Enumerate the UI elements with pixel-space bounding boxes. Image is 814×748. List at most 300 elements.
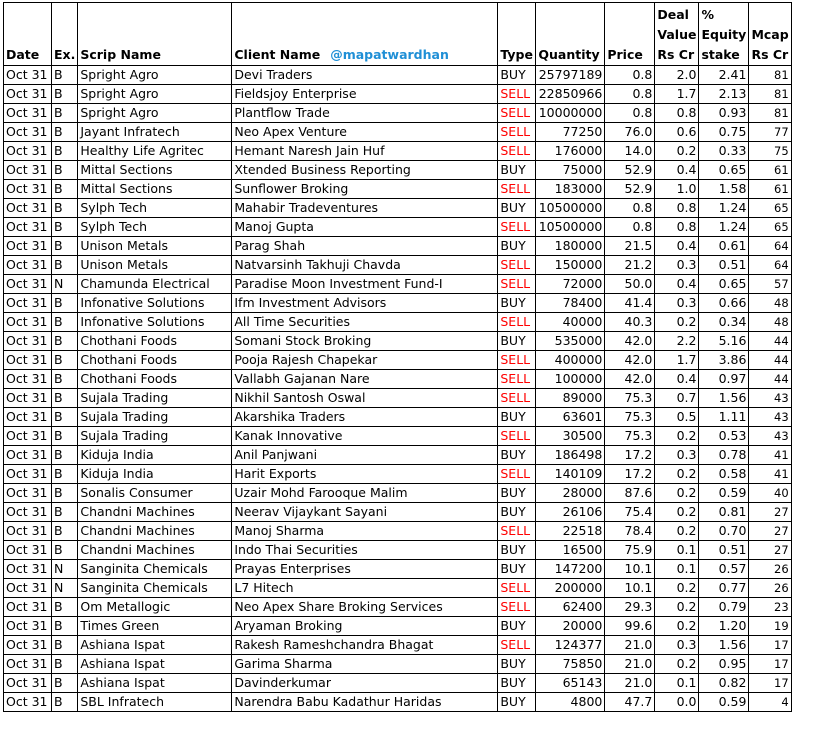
price-cell: 21.5 bbox=[605, 237, 655, 256]
equity-cell: 0.77 bbox=[699, 579, 749, 598]
equity-cell: 0.97 bbox=[699, 370, 749, 389]
quantity-cell: 22518 bbox=[536, 522, 605, 541]
table-row bbox=[4, 275, 792, 294]
deal-value-cell: 0.1 bbox=[655, 560, 699, 579]
scrip-cell: Unison Metals bbox=[78, 237, 232, 256]
quantity-cell: 78400 bbox=[536, 294, 605, 313]
scrip-cell: Chothani Foods bbox=[78, 370, 232, 389]
exchange-cell: B bbox=[52, 427, 78, 446]
client-cell: Garima Sharma bbox=[232, 655, 498, 674]
scrip-cell: Mittal Sections bbox=[78, 161, 232, 180]
table-row bbox=[4, 104, 792, 123]
client-cell: Nikhil Santosh Oswal bbox=[232, 389, 498, 408]
equity-cell: 1.56 bbox=[699, 636, 749, 655]
mcap-cell: 61 bbox=[749, 161, 791, 180]
equity-cell: 1.56 bbox=[699, 389, 749, 408]
price-cell: 21.0 bbox=[605, 636, 655, 655]
equity-line-3: stake bbox=[701, 47, 740, 62]
deal-value-cell: 0.1 bbox=[655, 674, 699, 693]
table-row bbox=[4, 294, 792, 313]
price-cell: 75.3 bbox=[605, 427, 655, 446]
client-cell: Akarshika Traders bbox=[232, 408, 498, 427]
table-row bbox=[4, 161, 792, 180]
type-cell: SELL bbox=[498, 123, 536, 142]
mcap-cell: 41 bbox=[749, 465, 791, 484]
scrip-cell: Sujala Trading bbox=[78, 389, 232, 408]
type-cell: BUY bbox=[498, 446, 536, 465]
table-row bbox=[4, 427, 792, 446]
exchange-cell: B bbox=[52, 389, 78, 408]
date-cell: Oct 31 bbox=[4, 560, 52, 579]
client-cell: Hemant Naresh Jain Huf bbox=[232, 142, 498, 161]
deal-value-cell: 0.2 bbox=[655, 617, 699, 636]
quantity-cell: 40000 bbox=[536, 313, 605, 332]
client-cell: Aryaman Broking bbox=[232, 617, 498, 636]
date-cell: Oct 31 bbox=[4, 370, 52, 389]
scrip-cell: Sujala Trading bbox=[78, 408, 232, 427]
deal-value-cell: 2.0 bbox=[655, 66, 699, 85]
deal-value-cell: 0.2 bbox=[655, 579, 699, 598]
client-cell: Ifm Investment Advisors bbox=[232, 294, 498, 313]
table-row bbox=[4, 408, 792, 427]
scrip-cell: Chothani Foods bbox=[78, 351, 232, 370]
type-cell: SELL bbox=[498, 256, 536, 275]
table-row bbox=[4, 636, 792, 655]
type-cell: BUY bbox=[498, 161, 536, 180]
deal-value-cell: 0.2 bbox=[655, 142, 699, 161]
exchange-cell: N bbox=[52, 275, 78, 294]
quantity-cell: 147200 bbox=[536, 560, 605, 579]
price-cell: 42.0 bbox=[605, 332, 655, 351]
deal-value-cell: 0.5 bbox=[655, 408, 699, 427]
type-cell: SELL bbox=[498, 389, 536, 408]
deal-value-cell: 0.7 bbox=[655, 389, 699, 408]
scrip-cell: Spright Agro bbox=[78, 85, 232, 104]
bulk-deals-table bbox=[3, 2, 792, 712]
table-row bbox=[4, 199, 792, 218]
exchange-cell: B bbox=[52, 161, 78, 180]
deal-value-line-2: Value bbox=[657, 27, 697, 42]
client-cell: Harit Exports bbox=[232, 465, 498, 484]
price-cell: 14.0 bbox=[605, 142, 655, 161]
table-row bbox=[4, 560, 792, 579]
exchange-cell: B bbox=[52, 408, 78, 427]
scrip-cell: Healthy Life Agritec bbox=[78, 142, 232, 161]
exchange-cell: B bbox=[52, 484, 78, 503]
mcap-cell: 57 bbox=[749, 275, 791, 294]
type-cell: BUY bbox=[498, 674, 536, 693]
scrip-cell: Infonative Solutions bbox=[78, 313, 232, 332]
equity-cell: 2.13 bbox=[699, 85, 749, 104]
price-cell: 17.2 bbox=[605, 446, 655, 465]
header-client-name bbox=[232, 3, 498, 66]
quantity-cell: 30500 bbox=[536, 427, 605, 446]
deal-value-cell: 0.2 bbox=[655, 465, 699, 484]
mcap-cell: 26 bbox=[749, 560, 791, 579]
client-cell: Mahabir Tradeventures bbox=[232, 199, 498, 218]
client-cell: Parag Shah bbox=[232, 237, 498, 256]
date-cell: Oct 31 bbox=[4, 636, 52, 655]
client-cell: All Time Securities bbox=[232, 313, 498, 332]
exchange-cell: B bbox=[52, 674, 78, 693]
mcap-cell: 44 bbox=[749, 332, 791, 351]
date-cell: Oct 31 bbox=[4, 104, 52, 123]
equity-cell: 0.82 bbox=[699, 674, 749, 693]
equity-line-1: % bbox=[701, 7, 714, 22]
client-cell: Vallabh Gajanan Nare bbox=[232, 370, 498, 389]
exchange-cell: B bbox=[52, 237, 78, 256]
deal-value-cell: 0.2 bbox=[655, 522, 699, 541]
equity-cell: 0.53 bbox=[699, 427, 749, 446]
date-cell: Oct 31 bbox=[4, 655, 52, 674]
price-cell: 47.7 bbox=[605, 693, 655, 712]
mcap-cell: 27 bbox=[749, 541, 791, 560]
scrip-cell: Sanginita Chemicals bbox=[78, 579, 232, 598]
price-cell: 10.1 bbox=[605, 579, 655, 598]
price-cell: 41.4 bbox=[605, 294, 655, 313]
header-date: Date bbox=[4, 3, 52, 66]
price-cell: 0.8 bbox=[605, 199, 655, 218]
price-cell: 75.4 bbox=[605, 503, 655, 522]
header-row bbox=[4, 3, 792, 66]
scrip-cell: Unison Metals bbox=[78, 256, 232, 275]
mcap-cell: 40 bbox=[749, 484, 791, 503]
mcap-cell: 17 bbox=[749, 674, 791, 693]
scrip-cell: Sujala Trading bbox=[78, 427, 232, 446]
client-cell: Neo Apex Share Broking Services bbox=[232, 598, 498, 617]
quantity-cell: 4800 bbox=[536, 693, 605, 712]
quantity-cell: 63601 bbox=[536, 408, 605, 427]
mcap-line-2: Rs Cr bbox=[751, 47, 789, 62]
type-cell: SELL bbox=[498, 427, 536, 446]
mcap-cell: 75 bbox=[749, 142, 791, 161]
quantity-cell: 16500 bbox=[536, 541, 605, 560]
equity-cell: 3.86 bbox=[699, 351, 749, 370]
mcap-cell: 26 bbox=[749, 579, 791, 598]
equity-cell: 1.20 bbox=[699, 617, 749, 636]
type-cell: BUY bbox=[498, 693, 536, 712]
equity-cell: 0.59 bbox=[699, 484, 749, 503]
quantity-cell: 186498 bbox=[536, 446, 605, 465]
quantity-cell: 89000 bbox=[536, 389, 605, 408]
quantity-cell: 28000 bbox=[536, 484, 605, 503]
price-cell: 76.0 bbox=[605, 123, 655, 142]
date-cell: Oct 31 bbox=[4, 294, 52, 313]
deal-value-cell: 1.7 bbox=[655, 351, 699, 370]
client-name-label: Client Name bbox=[234, 47, 321, 62]
scrip-cell: Kiduja India bbox=[78, 465, 232, 484]
table-row bbox=[4, 541, 792, 560]
deal-value-cell: 0.2 bbox=[655, 655, 699, 674]
mcap-cell: 61 bbox=[749, 180, 791, 199]
scrip-cell: Chandni Machines bbox=[78, 541, 232, 560]
quantity-cell: 10500000 bbox=[536, 218, 605, 237]
date-cell: Oct 31 bbox=[4, 161, 52, 180]
mcap-line-1: Mcap bbox=[751, 27, 789, 42]
table-row bbox=[4, 66, 792, 85]
mcap-cell: 64 bbox=[749, 237, 791, 256]
deal-rows bbox=[4, 66, 792, 712]
table-row bbox=[4, 503, 792, 522]
price-cell: 21.2 bbox=[605, 256, 655, 275]
client-cell: Uzair Mohd Farooque Malim bbox=[232, 484, 498, 503]
table-row bbox=[4, 617, 792, 636]
exchange-cell: B bbox=[52, 522, 78, 541]
exchange-cell: B bbox=[52, 541, 78, 560]
type-cell: SELL bbox=[498, 85, 536, 104]
deal-value-cell: 0.2 bbox=[655, 313, 699, 332]
scrip-cell: Infonative Solutions bbox=[78, 294, 232, 313]
date-cell: Oct 31 bbox=[4, 579, 52, 598]
equity-cell: 0.61 bbox=[699, 237, 749, 256]
equity-cell: 2.41 bbox=[699, 66, 749, 85]
price-cell: 75.3 bbox=[605, 389, 655, 408]
type-cell: SELL bbox=[498, 636, 536, 655]
header-exchange: Ex. bbox=[52, 3, 78, 66]
table-row bbox=[4, 484, 792, 503]
quantity-cell: 65143 bbox=[536, 674, 605, 693]
price-cell: 29.3 bbox=[605, 598, 655, 617]
mcap-cell: 81 bbox=[749, 104, 791, 123]
deal-value-cell: 0.2 bbox=[655, 503, 699, 522]
client-cell: Manoj Gupta bbox=[232, 218, 498, 237]
equity-cell: 0.65 bbox=[699, 161, 749, 180]
price-cell: 99.6 bbox=[605, 617, 655, 636]
type-cell: SELL bbox=[498, 370, 536, 389]
table-row bbox=[4, 693, 792, 712]
exchange-cell: B bbox=[52, 85, 78, 104]
exchange-cell: B bbox=[52, 104, 78, 123]
client-cell: L7 Hitech bbox=[232, 579, 498, 598]
scrip-cell: Jayant Infratech bbox=[78, 123, 232, 142]
client-cell: Anil Panjwani bbox=[232, 446, 498, 465]
table-row bbox=[4, 180, 792, 199]
exchange-cell: B bbox=[52, 123, 78, 142]
type-cell: BUY bbox=[498, 237, 536, 256]
price-cell: 52.9 bbox=[605, 180, 655, 199]
table-row bbox=[4, 370, 792, 389]
type-cell: BUY bbox=[498, 541, 536, 560]
header-deal-value bbox=[655, 3, 699, 66]
mcap-cell: 17 bbox=[749, 655, 791, 674]
deal-value-cell: 2.2 bbox=[655, 332, 699, 351]
type-cell: SELL bbox=[498, 313, 536, 332]
exchange-cell: B bbox=[52, 218, 78, 237]
price-cell: 75.9 bbox=[605, 541, 655, 560]
quantity-cell: 176000 bbox=[536, 142, 605, 161]
date-cell: Oct 31 bbox=[4, 218, 52, 237]
exchange-cell: B bbox=[52, 446, 78, 465]
scrip-cell: Chandni Machines bbox=[78, 503, 232, 522]
quantity-cell: 75850 bbox=[536, 655, 605, 674]
deal-value-cell: 0.3 bbox=[655, 636, 699, 655]
scrip-cell: SBL Infratech bbox=[78, 693, 232, 712]
mcap-cell: 27 bbox=[749, 522, 791, 541]
exchange-cell: B bbox=[52, 617, 78, 636]
price-cell: 87.6 bbox=[605, 484, 655, 503]
deal-value-line-1: Deal bbox=[657, 7, 689, 22]
price-cell: 78.4 bbox=[605, 522, 655, 541]
deal-value-cell: 0.1 bbox=[655, 541, 699, 560]
type-cell: SELL bbox=[498, 522, 536, 541]
client-cell: Pooja Rajesh Chapekar bbox=[232, 351, 498, 370]
exchange-cell: B bbox=[52, 142, 78, 161]
date-cell: Oct 31 bbox=[4, 85, 52, 104]
scrip-cell: Chamunda Electrical bbox=[78, 275, 232, 294]
type-cell: SELL bbox=[498, 598, 536, 617]
table-row bbox=[4, 256, 792, 275]
equity-cell: 1.58 bbox=[699, 180, 749, 199]
deal-value-cell: 0.0 bbox=[655, 693, 699, 712]
table-row bbox=[4, 389, 792, 408]
equity-cell: 0.65 bbox=[699, 275, 749, 294]
mcap-cell: 65 bbox=[749, 199, 791, 218]
deal-value-cell: 0.4 bbox=[655, 370, 699, 389]
price-cell: 75.3 bbox=[605, 408, 655, 427]
quantity-cell: 200000 bbox=[536, 579, 605, 598]
client-cell: Somani Stock Broking bbox=[232, 332, 498, 351]
equity-cell: 0.58 bbox=[699, 465, 749, 484]
quantity-cell: 62400 bbox=[536, 598, 605, 617]
client-cell: Paradise Moon Investment Fund-I bbox=[232, 275, 498, 294]
exchange-cell: B bbox=[52, 66, 78, 85]
client-cell: Natvarsinh Takhuji Chavda bbox=[232, 256, 498, 275]
price-cell: 0.8 bbox=[605, 85, 655, 104]
scrip-cell: Sylph Tech bbox=[78, 218, 232, 237]
equity-cell: 0.66 bbox=[699, 294, 749, 313]
type-cell: BUY bbox=[498, 199, 536, 218]
client-cell: Plantflow Trade bbox=[232, 104, 498, 123]
header-price: Price bbox=[605, 3, 655, 66]
price-cell: 40.3 bbox=[605, 313, 655, 332]
table-row bbox=[4, 655, 792, 674]
mcap-cell: 27 bbox=[749, 503, 791, 522]
equity-cell: 0.79 bbox=[699, 598, 749, 617]
client-cell: Davinderkumar bbox=[232, 674, 498, 693]
equity-cell: 0.51 bbox=[699, 256, 749, 275]
type-cell: BUY bbox=[498, 617, 536, 636]
scrip-cell: Times Green bbox=[78, 617, 232, 636]
equity-cell: 0.93 bbox=[699, 104, 749, 123]
date-cell: Oct 31 bbox=[4, 142, 52, 161]
type-cell: BUY bbox=[498, 655, 536, 674]
mcap-cell: 77 bbox=[749, 123, 791, 142]
deal-value-cell: 0.4 bbox=[655, 161, 699, 180]
date-cell: Oct 31 bbox=[4, 503, 52, 522]
table-row bbox=[4, 218, 792, 237]
type-cell: SELL bbox=[498, 465, 536, 484]
deal-value-cell: 1.7 bbox=[655, 85, 699, 104]
date-cell: Oct 31 bbox=[4, 693, 52, 712]
date-cell: Oct 31 bbox=[4, 256, 52, 275]
mcap-cell: 81 bbox=[749, 66, 791, 85]
date-cell: Oct 31 bbox=[4, 389, 52, 408]
type-cell: BUY bbox=[498, 484, 536, 503]
mcap-cell: 65 bbox=[749, 218, 791, 237]
quantity-cell: 20000 bbox=[536, 617, 605, 636]
exchange-cell: B bbox=[52, 598, 78, 617]
mcap-cell: 43 bbox=[749, 408, 791, 427]
deal-value-cell: 0.2 bbox=[655, 484, 699, 503]
quantity-cell: 140109 bbox=[536, 465, 605, 484]
price-cell: 0.8 bbox=[605, 218, 655, 237]
equity-cell: 0.57 bbox=[699, 560, 749, 579]
exchange-cell: B bbox=[52, 636, 78, 655]
exchange-cell: B bbox=[52, 256, 78, 275]
table-row bbox=[4, 85, 792, 104]
client-cell: Neo Apex Venture bbox=[232, 123, 498, 142]
header-mcap bbox=[749, 3, 791, 66]
exchange-cell: B bbox=[52, 503, 78, 522]
price-cell: 0.8 bbox=[605, 66, 655, 85]
client-cell: Prayas Enterprises bbox=[232, 560, 498, 579]
mcap-cell: 44 bbox=[749, 351, 791, 370]
quantity-cell: 10500000 bbox=[536, 199, 605, 218]
mcap-cell: 44 bbox=[749, 370, 791, 389]
exchange-cell: B bbox=[52, 370, 78, 389]
exchange-cell: B bbox=[52, 294, 78, 313]
price-cell: 21.0 bbox=[605, 655, 655, 674]
deal-value-cell: 0.2 bbox=[655, 427, 699, 446]
deal-value-cell: 0.8 bbox=[655, 218, 699, 237]
type-cell: SELL bbox=[498, 142, 536, 161]
scrip-cell: Ashiana Ispat bbox=[78, 674, 232, 693]
deal-value-cell: 0.6 bbox=[655, 123, 699, 142]
header-scrip-name: Scrip Name bbox=[78, 3, 232, 66]
type-cell: SELL bbox=[498, 218, 536, 237]
quantity-cell: 75000 bbox=[536, 161, 605, 180]
date-cell: Oct 31 bbox=[4, 617, 52, 636]
quantity-cell: 72000 bbox=[536, 275, 605, 294]
quantity-cell: 26106 bbox=[536, 503, 605, 522]
type-cell: BUY bbox=[498, 66, 536, 85]
deal-value-cell: 1.0 bbox=[655, 180, 699, 199]
mcap-cell: 43 bbox=[749, 389, 791, 408]
quantity-cell: 150000 bbox=[536, 256, 605, 275]
scrip-cell: Mittal Sections bbox=[78, 180, 232, 199]
client-cell: Sunflower Broking bbox=[232, 180, 498, 199]
type-cell: BUY bbox=[498, 294, 536, 313]
deal-value-cell: 0.3 bbox=[655, 446, 699, 465]
table-row bbox=[4, 579, 792, 598]
date-cell: Oct 31 bbox=[4, 351, 52, 370]
client-cell: Fieldsjoy Enterprise bbox=[232, 85, 498, 104]
quantity-cell: 25797189 bbox=[536, 66, 605, 85]
deal-value-cell: 0.4 bbox=[655, 275, 699, 294]
equity-cell: 1.24 bbox=[699, 199, 749, 218]
deal-value-cell: 0.2 bbox=[655, 598, 699, 617]
mcap-cell: 17 bbox=[749, 636, 791, 655]
scrip-cell: Om Metallogic bbox=[78, 598, 232, 617]
quantity-cell: 77250 bbox=[536, 123, 605, 142]
deal-value-cell: 0.3 bbox=[655, 256, 699, 275]
table-row bbox=[4, 313, 792, 332]
equity-cell: 1.24 bbox=[699, 218, 749, 237]
deal-value-line-3: Rs Cr bbox=[657, 47, 695, 62]
quantity-cell: 10000000 bbox=[536, 104, 605, 123]
exchange-cell: B bbox=[52, 313, 78, 332]
price-cell: 52.9 bbox=[605, 161, 655, 180]
exchange-cell: B bbox=[52, 332, 78, 351]
quantity-cell: 400000 bbox=[536, 351, 605, 370]
price-cell: 21.0 bbox=[605, 674, 655, 693]
exchange-cell: B bbox=[52, 465, 78, 484]
equity-cell: 0.51 bbox=[699, 541, 749, 560]
mcap-cell: 43 bbox=[749, 427, 791, 446]
client-cell: Indo Thai Securities bbox=[232, 541, 498, 560]
date-cell: Oct 31 bbox=[4, 237, 52, 256]
equity-line-2: Equity bbox=[701, 27, 747, 42]
